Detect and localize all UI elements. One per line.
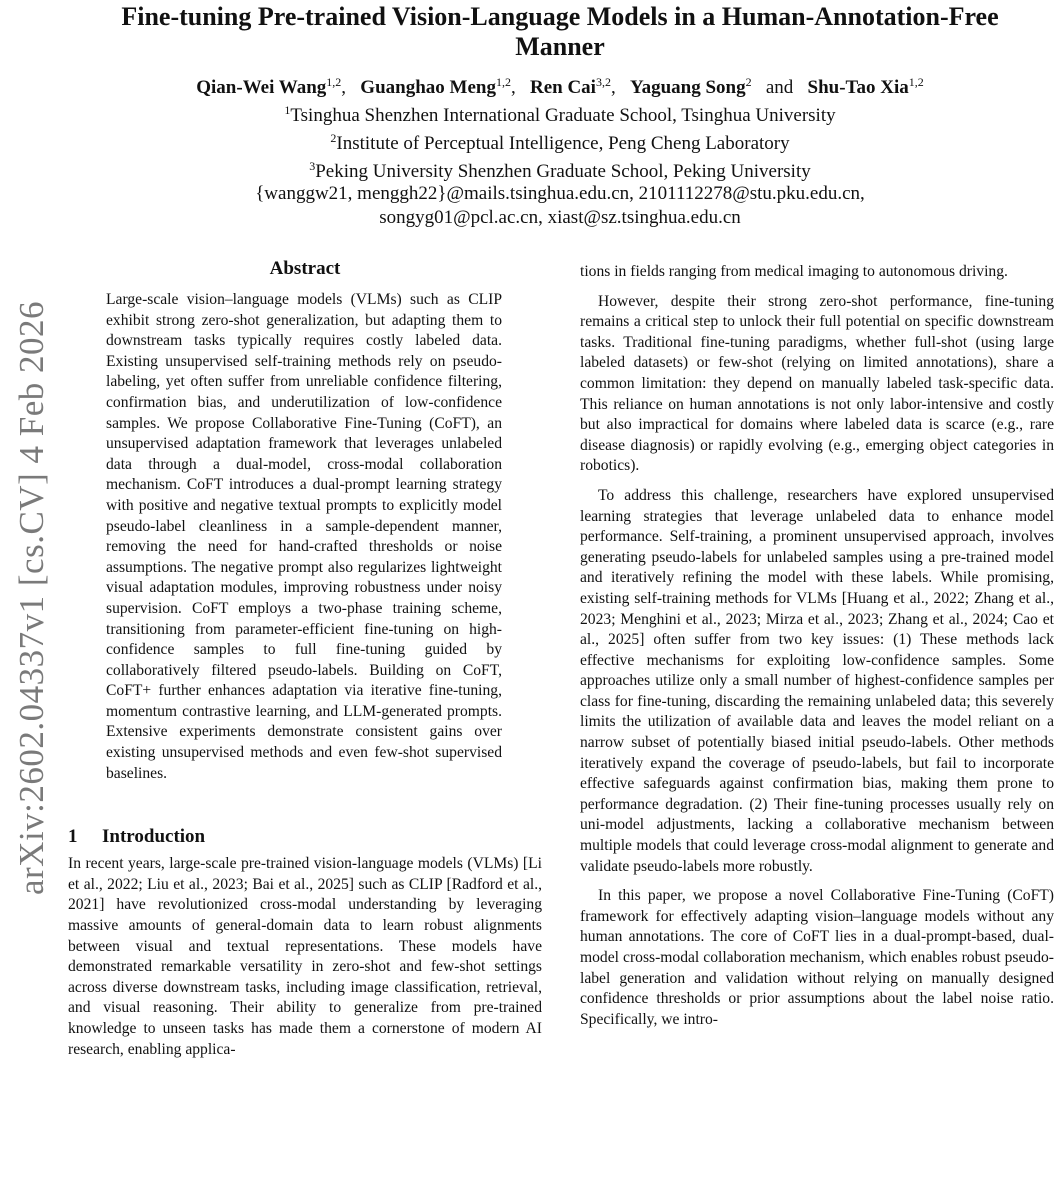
abstract-text: Large-scale vision–language models (VLMs) such as CLIP exhibit strong zero-shot generalization, but adapting them to downstream tasks typically requires costly labeled data. Existing unsupervised self-training methods rely on pseudo-labeling, yet often suffer from unreliable confidence filtering, confirmation bias, and underutilization of low-confidence samples. We propose Collaborative Fine-Tuning (CoFT), an unsupervised adaptation framework that leverages unlabeled data through a dual-model, cross-modal collaboration mechanism. CoFT introduces a dual-prompt learning strategy with positive and negative textual prompts to explicitly model pseudo-label cleanliness in a sample-dependent manner, removing the need for hand-crafted thresholds or noise assumptions. The negative prompt also regularizes lightweight visual adaptation modules, improving robustness under noisy supervision. CoFT employs a two-phase training scheme, transitioning from parameter-efficient fine-tuning on high-confidence samples to full fine-tuning guided by collaboratively filtered pseudo-labels. Building on CoFT, CoFT+ further enhances adaptation via iterative fine-tuning, momentum contrastive learning, and LLM-generated prompts. Extensive experiments demonstrate consistent gains over existing unsupervised methods and even few-shot supervised baselines.: [106, 291, 502, 782]
affiliation-1: [60, 98, 1054, 128]
author-name: Yaguang Song: [629, 77, 746, 98]
affiliation-text: Peking University Shenzhen Graduate School, Peking University: [315, 161, 811, 182]
author-name: Guanghao Meng: [360, 77, 496, 98]
intro-paragraph-1-continued: tions in fields ranging from medical imaging to autonomous driving.: [580, 263, 1008, 280]
abstract-heading: Abstract: [269, 258, 341, 279]
affiliation-sup: 1: [284, 103, 291, 117]
intro-paragraph-4: In this paper, we propose a novel Collaborative Fine-Tuning (CoFT) framework for effectively adapting vision–language models without any human annotations. The core of CoFT lies in a dual-prompt-based, dual-model cross-modal collaboration mechanism, which enables robust pseudo-label generation and validation without relying on manually designed confidence thresholds or prior assumptions about the label noise ratio. Specifically, we intro-: [580, 887, 1054, 1028]
author-separator: ,: [510, 77, 516, 98]
paper-title: [60, 2, 1054, 62]
email-line-1[interactable]: {wanggw21, menggh22}@mails.tsinghua.edu.cn, 2101112278@stu.pku.edu.cn,: [255, 183, 865, 204]
author-and: and: [765, 77, 794, 98]
affiliation-3: [60, 154, 1054, 184]
author-name: Shu-Tao Xia: [807, 77, 909, 98]
section-number: 1: [68, 826, 78, 848]
section-heading-introduction: [68, 824, 542, 850]
intro-paragraph-3: To address this challenge, researchers have explored unsupervised learning strategies that leverage unlabeled data to enhance model performance. Self-training, a prominent unsupervised approach, involves generating pseudo-labels for unlabeled samples using a pre-trained model and iteratively refining the model with these labels. While promising, existing self-training methods for VLMs [Huang et al., 2022; Zhang et al., 2023; Menghini et al., 2023; Mirza et al., 2023; Zhang et al., 2024; Cao et al., 2025] often suffer from two key issues: (1) These methods lack effective mechanisms for exploiting low-confidence samples. Some approaches utilize only a small number of highest-confidence samples per class for fine-tuning, discarding the remaining unlabeled data; this severely limits the utilization of available data and leaves the model reliant on a narrow subset of potentially biased initial pseudo-labels. Other methods iteratively expand the coverage of pseudo-labels, but fail to incorporate effective safeguards against confirmation bias, making them prone to performance degradation. (2) Their fine-tuning processes usually rely on uni-model adjustments, lacking a collaborative mechanism between multiple models that could leverage cross-modal alignment to generate and validate pseudo-labels more robustly.: [580, 486, 1054, 875]
left-column: [68, 256, 542, 1060]
arxiv-stamp[interactable]: arXiv:2602.04337v1 [cs.CV] 4 Feb 2026: [12, 301, 51, 896]
author-name: Qian-Wei Wang: [196, 77, 327, 98]
author-affil-sup: 2: [745, 75, 752, 89]
intro-paragraph-2: However, despite their strong zero-shot performance, fine-tuning remains a critical step to unlock their full potential on specific downstream tasks. Traditional fine-tuning paradigms, whether full-shot (using large labeled datasets) or few-shot (relying on limited annotations), share a common limitation: they depend on manually labeled task-specific data. This reliance on human annotations is not only labor-intensive and costly but also impractical for domains where labeled data is scarce (e.g., rare disease diagnosis) or rapidly evolving (e.g., emerging object categories in robotics).: [580, 292, 1054, 475]
title-line-2: Manner: [515, 32, 605, 61]
right-column: [580, 262, 1054, 1039]
author-affil-sup: 1,2: [495, 75, 511, 89]
section-title: Introduction: [102, 826, 206, 848]
intro-paragraph-1: In recent years, large-scale pre-trained vision-language models (VLMs) [Li et al., 2022; Liu et al., 2023; Bai et al., 2025] such as CLIP [Radford et al., 2021] have revolutionized cross-modal understanding by leveraging massive amounts of general-domain data to learn robust alignments between visual and textual representations. These models have demonstrated remarkable versatility in zero-shot and few-shot settings across diverse downstream tasks, including image classification, retrieval, and visual reasoning. Their ability to generalize from pre-trained knowledge to unseen tasks has made them a cornerstone of modern AI research, enabling applica-: [68, 855, 542, 1058]
affiliation-text: Institute of Perceptual Intelligence, Peng Cheng Laboratory: [336, 133, 790, 154]
author-name: Ren Cai: [529, 77, 596, 98]
affiliation-sup: 3: [309, 159, 316, 173]
author-affil-sup: 3,2: [595, 75, 611, 89]
author-separator: ,: [341, 77, 347, 98]
title-line-1: Fine-tuning Pre-trained Vision-Language Models in a Human-Annotation-Free: [121, 2, 999, 31]
affiliation-text: Tsinghua Shenzhen International Graduate School, Tsinghua University: [290, 105, 836, 126]
author-separator: ,: [610, 77, 616, 98]
affiliation-2: [60, 126, 1054, 156]
affiliation-sup: 2: [330, 131, 337, 145]
author-affil-sup: 1,2: [908, 75, 924, 89]
author-list: [60, 70, 1054, 100]
author-affil-sup: 1,2: [326, 75, 342, 89]
email-line-2[interactable]: songyg01@pcl.ac.cn, xiast@sz.tsinghua.edu.cn: [379, 207, 741, 228]
